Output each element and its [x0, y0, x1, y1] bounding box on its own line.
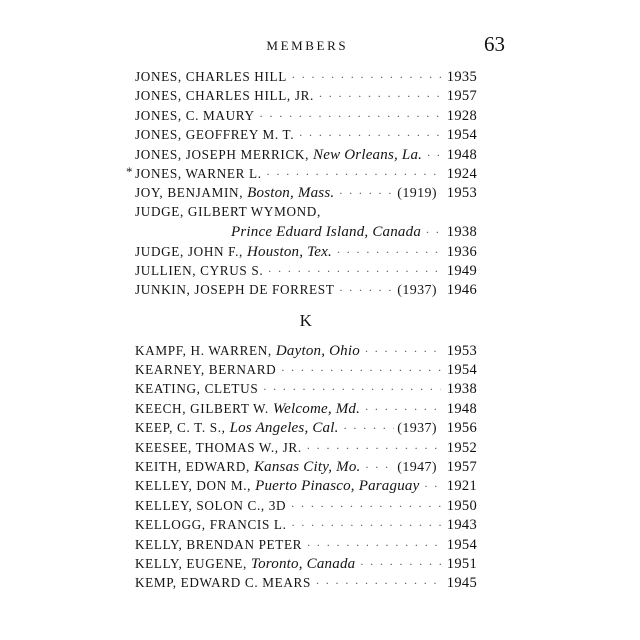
member-name: KEEP, C. T. S., — [135, 420, 226, 436]
deceased-asterisk: * — [126, 164, 133, 180]
membership-year: 1936 — [446, 243, 477, 260]
membership-year: 1954 — [446, 362, 477, 379]
member-entry — [135, 361, 477, 380]
dot-leader — [365, 400, 441, 413]
dot-leader — [263, 380, 441, 393]
membership-year: 1954 — [446, 536, 477, 553]
dot-leader — [365, 342, 441, 355]
member-name: KELLOGG, FRANCIS L. — [135, 517, 287, 533]
membership-year: 1956 — [446, 420, 477, 437]
running-head-title: MEMBERS — [266, 38, 349, 53]
member-name: JONES, WARNER L. — [135, 165, 262, 181]
membership-year: 1953 — [446, 185, 477, 202]
member-location: Prince Eduard Island, Canada — [231, 224, 422, 241]
member-entry — [126, 164, 477, 184]
member-location: New Orleans, La. — [313, 146, 423, 163]
member-entry — [135, 184, 477, 203]
member-name: KELLY, BRENDAN PETER — [135, 536, 303, 552]
membership-year: 1924 — [446, 165, 477, 182]
member-name: KELLEY, DON M., — [135, 478, 252, 494]
member-entry — [135, 555, 477, 574]
dot-leader — [426, 223, 441, 236]
dot-leader — [344, 419, 395, 432]
membership-year: 1928 — [446, 107, 477, 124]
membership-year: 1953 — [446, 342, 477, 359]
member-entry — [135, 126, 477, 145]
membership-year: 1954 — [446, 127, 477, 144]
member-entry — [135, 146, 477, 165]
member-name: KELLEY, SOLON C., 3D — [135, 497, 287, 513]
dot-leader — [316, 574, 441, 587]
dot-leader — [427, 146, 441, 159]
membership-year: 1946 — [446, 282, 477, 299]
member-location: Kansas City, Mo. — [253, 459, 361, 476]
member-entry — [135, 419, 477, 438]
dot-leader — [292, 516, 441, 529]
prior-year: (1937) — [397, 283, 437, 299]
dot-leader — [292, 68, 441, 81]
member-entry-list — [126, 68, 477, 594]
dot-leader — [299, 126, 441, 139]
member-name: JULLIEN, CYRUS S. — [135, 262, 264, 278]
membership-year: 1957 — [446, 88, 477, 105]
prior-year: (1919) — [397, 186, 437, 202]
member-name: KEATING, CLETUS — [135, 381, 259, 397]
dot-leader — [360, 555, 441, 568]
member-location: Dayton, Ohio — [275, 342, 360, 359]
member-location: Welcome, Md. — [272, 400, 361, 417]
membership-year: 1952 — [446, 439, 477, 456]
member-name: JUDGE, JOHN F., — [135, 243, 243, 259]
dot-leader — [339, 281, 394, 294]
member-name: KEARNEY, BERNARD — [135, 362, 277, 378]
membership-year: 1948 — [446, 146, 477, 163]
member-entry — [135, 458, 477, 477]
membership-year: 1951 — [446, 555, 477, 572]
member-entry — [135, 262, 477, 281]
section-letter: K — [299, 311, 313, 331]
section-letter-divider — [135, 301, 477, 342]
dot-leader — [281, 361, 441, 374]
membership-year: 1945 — [446, 575, 477, 592]
member-name: JOY, BENJAMIN, — [135, 185, 244, 201]
member-location: Puerto Pinasco, Paraguay — [255, 478, 420, 495]
member-entry — [135, 107, 477, 126]
dot-leader — [307, 536, 441, 549]
membership-year: 1957 — [446, 459, 477, 476]
member-name: KEESEE, THOMAS W., JR. — [135, 439, 302, 455]
dot-leader — [366, 458, 395, 471]
membership-year: 1921 — [446, 478, 477, 495]
dot-leader — [319, 87, 441, 100]
member-location: Toronto, Canada — [250, 555, 356, 572]
running-head — [135, 32, 505, 58]
member-location: Los Angeles, Cal. — [229, 420, 339, 437]
member-name: KELLY, EUGENE, — [135, 555, 247, 571]
member-entry — [135, 439, 477, 458]
dot-leader — [339, 184, 394, 197]
membership-year: 1943 — [446, 517, 477, 534]
member-entry — [135, 223, 477, 242]
member-entry — [135, 204, 477, 223]
member-name: KEITH, EDWARD, — [135, 459, 250, 475]
membership-year: 1935 — [446, 69, 477, 85]
member-location: Boston, Mass. — [247, 185, 335, 202]
member-entry — [135, 516, 477, 535]
member-name: JONES, CHARLES HILL, JR. — [135, 88, 314, 104]
dot-leader — [267, 165, 441, 178]
member-entry — [135, 87, 477, 106]
member-name: KEMP, EDWARD C. MEARS — [135, 575, 311, 591]
member-entry — [135, 400, 477, 419]
member-name: KEECH, GILBERT W. — [135, 400, 269, 416]
member-entry — [135, 477, 477, 496]
membership-year: 1938 — [446, 224, 477, 241]
member-name: JONES, C. MAURY — [135, 107, 255, 123]
member-entry — [135, 574, 477, 593]
member-name: JUNKIN, JOSEPH DE FORREST — [135, 282, 335, 298]
member-entry — [135, 68, 477, 87]
member-entry — [135, 497, 477, 516]
member-entry — [135, 380, 477, 399]
dot-leader — [424, 477, 441, 490]
membership-year: 1950 — [446, 497, 477, 514]
membership-year: 1949 — [446, 262, 477, 279]
dot-leader — [337, 243, 441, 256]
member-entry — [135, 536, 477, 555]
member-name: JONES, CHARLES HILL — [135, 69, 287, 84]
member-entry — [135, 243, 477, 262]
member-name: JONES, JOSEPH MERRICK, — [135, 146, 310, 162]
page-number: 63 — [484, 32, 505, 56]
dot-leader — [291, 497, 441, 510]
prior-year: (1947) — [397, 460, 437, 476]
dot-leader — [268, 262, 441, 275]
membership-year: 1948 — [446, 400, 477, 417]
member-entry — [135, 342, 477, 361]
member-name: KAMPF, H. WARREN, — [135, 342, 272, 358]
dot-leader — [307, 439, 441, 452]
prior-year: (1937) — [397, 421, 437, 437]
member-location: Houston, Tex. — [246, 243, 332, 260]
dot-leader — [260, 107, 441, 120]
membership-year: 1938 — [446, 381, 477, 398]
member-name: JUDGE, GILBERT WYMOND, — [135, 203, 321, 219]
member-name: JONES, GEOFFREY M. T. — [135, 127, 295, 143]
member-entry — [135, 281, 477, 300]
